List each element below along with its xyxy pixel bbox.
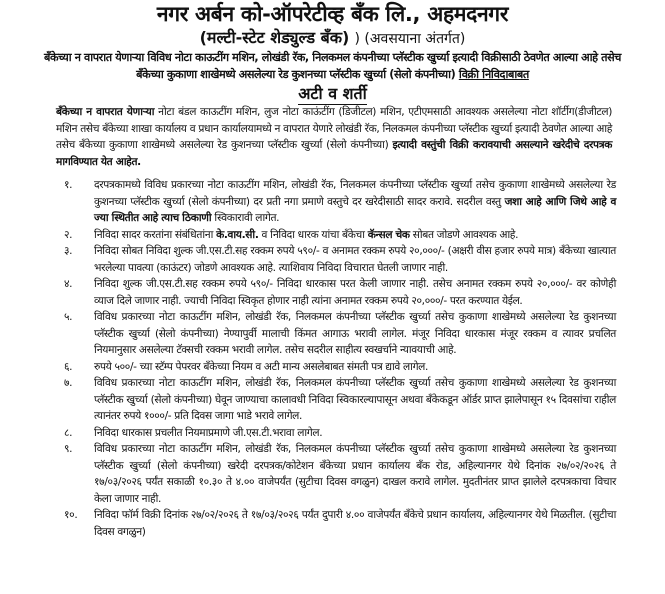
terms-heading xyxy=(0,84,665,104)
term-text xyxy=(94,361,428,373)
term-text-part: निविदा सादर करतांना संबंधितांना xyxy=(94,228,217,241)
term-bold-text: के.वाय.सी. xyxy=(216,228,259,241)
bank-administration-note: ) (अवसयाना अंतर्गत) xyxy=(354,31,466,47)
term-number: ७. xyxy=(64,377,73,389)
intro-text: बँकेच्या न वापरात येणाऱ्या विविध नोटा काऊटींग मशिन, लोखंडी रॅक, निलकमल कंपनीच्या प्लॅस्टीक खुर्च्या इत्यादी विक्रीसाठी ठेवणेत आल्या आहे तसेच बँकेच्या कुकाणा शाखेमध्ये असलेल्या रेड कुशनच्या प्लॅस्टीक खुर्च्या (सेलो कंपनीच्या) xyxy=(44,51,621,81)
term-text-part: निविदा शुल्क जी.एस.टी.सह रक्कम रुपये ५९०/- निविदा धारकास परत केली जाणार नाही. तसेच अनामत रक्कम रुपये २०,०००/- वर कोणेही व्याज दिले जाणार नाही. ज्याची निविदा स्विकृत होणार नाही त्यांना अनामत रक्कम रुपये २०,०००/- परत करण्यात येईल. xyxy=(94,278,616,307)
term-text-part: निविदा सोबत निविदा शुल्क जी.एस.टी.सह रक्कम रुपये ५९०/- व अनामत रक्कम रुपये २०,०००/- (अक्षरी वीस हजार रुपये मात्र) बँकेच्या खात्यात भरलेल्या पावत्या (काऊंटर) जोडणे आवश्यक आहे. त्याशिवाय निविदा विचारात घेतली जाणार नाही. xyxy=(94,245,616,274)
term-number: ३. xyxy=(64,245,73,257)
term-item xyxy=(56,309,616,359)
term-item xyxy=(56,375,616,425)
term-item xyxy=(56,425,616,442)
term-text xyxy=(94,427,322,439)
term-item xyxy=(56,227,616,244)
term-text-part: विविध प्रकारच्या नोटा काऊटींग मशिन, लोखंडी रॅक, निलकमल कंपनीच्या प्लॅस्टीक खुर्च्या तसेच कुकाणा शाखेमध्ये असलेल्या रेड कुशनच्या प्लॅस्टीक खुर्च्या (सेलो कंपनीच्या) खरेदी दरपत्रक/कोटेशन बँकेच्या प्रधान कार्यालय बँक रोड, अहिल्यानगर येथे दिनांक २७/०२/२०२६ ते १७/०३/२०२६ पर्यंत सकाळी १०.३० ते ४.०० वाजेपर्यंत (सुटीचा दिवस वगळुन) दाखल करावे लागेल. मुदतीनंतर प्राप्त झालेले दरपत्रकाचा विचार केला जाणार नाही. xyxy=(94,443,616,505)
term-text xyxy=(94,377,616,422)
term-text-part: स्विकारावी लागेत. xyxy=(211,212,280,224)
term-text-part: दरपत्रकामध्ये विविध प्रकारच्या नोटा काऊटींग मशिन, लोखंडी रॅक, निलकमल कंपनीच्या प्लॅस्टीक खुर्च्या तसेच कुकाणा शाखेमध्ये असलेल्या रेड कुशनच्या प्लॅस्टीक खुर्च्या (सेलो कंपनीच्या) दर प्रती नगा प्रमाणे वस्तुचे दर खरेदीसाठी सादर करावे. सदरील वस्तु xyxy=(94,179,616,208)
intro-underlined: विक्री निविदाबाबत xyxy=(458,68,529,81)
term-item xyxy=(56,243,616,276)
paragraph-text: नोटा बंडल काऊटींग मशिन, लुज नोटा काऊंटींग (डिजीटल) मशिन, एटीएमसाठी आवश्यक असलेल्या नोटा शॉर्टीग(डीजीटल) मशिन तसेच बँकेच्या शाखा कार्यालय व प्रधान कार्यालयामध्ये न वापरात येणारे लोखंडी रॅक, निलकमल कंपनीच्या प्लॅस्टीक खुर्च्या इत्यादी ठेवणेत आल्या आहे तसेच बँकेच्या कुकाणा शाखेमध्ये असलेल्या रेड कुशनच्या प्लॅस्टीक खुर्च्या (सेलो कंपनीच्या) xyxy=(56,106,612,151)
term-number: ६. xyxy=(64,360,73,373)
term-number: ४. xyxy=(64,278,73,290)
term-bold-text: कॅन्सल चेक xyxy=(367,228,410,241)
term-text-part: निविदा धारकास प्रचलीत नियमाप्रमाणे जी.एस.टी.भरावा लागेल. xyxy=(94,426,323,439)
term-text xyxy=(94,443,616,505)
term-number: १०. xyxy=(64,509,78,521)
term-text xyxy=(94,278,616,307)
term-text-part: विविध प्रकारच्या नोटा काऊटींग मशिन, लोखंडी रॅक, निलकमल कंपनीच्या प्लॅस्टीक खुर्च्या तसेच कुकाणा शाखेमध्ये असलेल्या रेड कुशनच्या प्लॅस्टीक खुर्च्या (सेलो कंपनीच्या) नेण्यापुर्वी मालाची किंमत आगाऊ भरावी लागेल. मंजूर निविदा धारकास मंजूर रक्कम व त्यावर प्रचलित नियमानुसार असलेल्या टॅक्सची रक्कम भरावी लागेल. तसेच सदरील साहीत्य स्वखर्चाने न्यावयाची आहे. xyxy=(94,311,616,356)
term-text-part: रुपये ५००/- च्या स्टॅम्प पेपरवर बँकेच्या नियम व अटी मान्य असलेबाबत संमती पत्र द्यावे लागेल. xyxy=(94,360,429,373)
bank-subtitle xyxy=(0,28,665,49)
term-number: ९. xyxy=(64,443,73,455)
term-number: ५. xyxy=(64,311,73,323)
term-number: १. xyxy=(64,179,73,191)
term-number: ८. xyxy=(64,426,73,439)
paragraph-bold-end: इत्यादी वस्तुंची विक्री करावयाची असल्याने खरेदीचे दरपत्रक मागविण्यात येत आहेत. xyxy=(56,139,612,168)
bank-type: (मल्टी-स्टेट शेड्युल्ड बँक) xyxy=(199,28,350,47)
term-text-part: सोबत जोडणे आवश्यक आहे. xyxy=(409,228,519,241)
term-number: २. xyxy=(64,228,73,241)
term-item xyxy=(56,441,616,507)
bank-name-title: नगर अर्बन को-ऑपरेटीव्ह बँक लि., अहमदनगर xyxy=(156,2,509,26)
term-bold-text: जशा आहे आणि जिथे आहे व ज्या स्थितीत आहे त्याच ठिकाणी xyxy=(94,195,616,224)
term-text-part: व निविदा धारक यांचा बँकेचा xyxy=(258,228,368,241)
term-text xyxy=(94,179,616,224)
term-item xyxy=(56,507,616,540)
term-text xyxy=(94,229,518,241)
term-item xyxy=(56,359,616,376)
terms-heading-text: अटी व शर्ती xyxy=(298,84,367,103)
term-text xyxy=(94,245,616,274)
term-text-part: विविध प्रकारच्या नोटा काऊटींग मशिन, लोखंडी रॅक, निलकमल कंपनीच्या प्लॅस्टीक खुर्च्या तसेच कुकाणा शाखेमध्ये असलेल्या रेड कुशनच्या प्लॅस्टीक खुर्च्या (सेलो कंपनीच्या) घेवून जाण्याचा कालावधी निविदा स्विकारल्यापासून अथवा बँकेकडून ऑर्डर प्राप्त झालेपासून १५ दिवसांचा राहील त्यानंतर रुपये १०००/- प्रति दिवस जागा भाडे भरावे लागेल. xyxy=(94,377,616,422)
term-text-part: निविदा फॉर्म विक्री दिनांक २७/०२/२०२६ ते १७/०३/२०२६ पर्यंत दुपारी ४.०० वाजेपर्यंत बँकेचे प्रधान कार्यालय, अहिल्यानगर येथे मिळतील. (सुटीचा दिवस वगळुन) xyxy=(94,509,616,538)
notice-paragraph xyxy=(56,104,612,170)
term-text xyxy=(94,509,616,538)
notice-intro xyxy=(30,49,635,83)
term-item xyxy=(56,276,616,309)
terms-list xyxy=(56,177,616,540)
paragraph-bold-start: बँकेच्या न वापरात येणाऱ्या xyxy=(56,106,155,118)
term-item xyxy=(56,177,616,227)
term-text xyxy=(94,311,616,356)
